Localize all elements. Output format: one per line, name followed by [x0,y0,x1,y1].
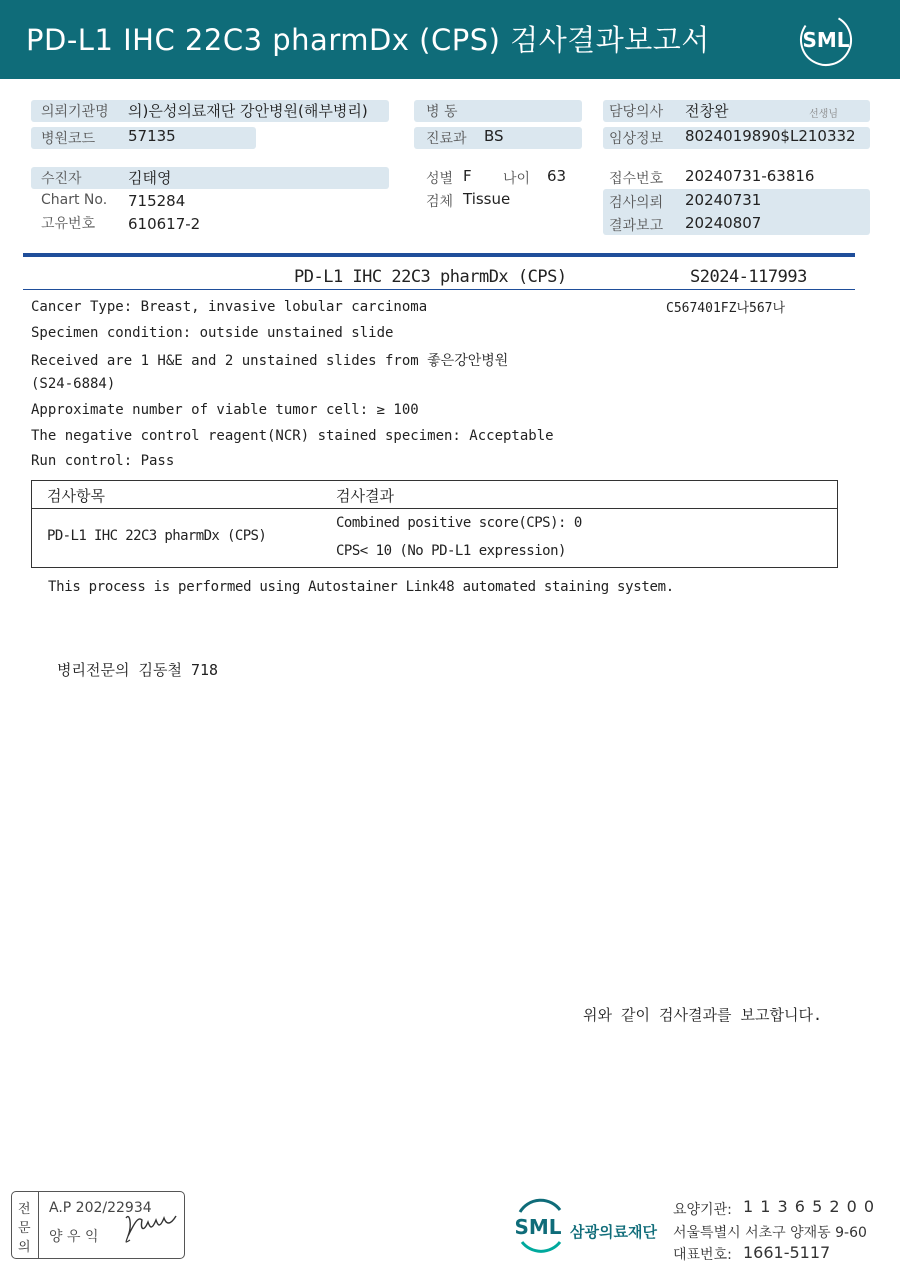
institution-value: 의)은성의료재단 강안병원(해부병리) [128,102,368,120]
title-underline [23,289,855,290]
report-sub-code: C567401FZ나567나 [666,301,786,316]
report-line: Specimen condition: outside unstained slide [31,325,394,341]
unique-no-value: 610617-2 [128,215,201,233]
hospital-code-value: 57135 [128,127,176,145]
org-address: 서울특별시 서초구 양재동 9-60 [673,1225,867,1241]
table-header-divider [32,508,837,509]
chart-no-label: Chart No. [41,192,108,208]
request-date-label: 검사의뢰 [609,195,664,211]
stamp-char: 의 [18,1240,31,1255]
report-test-title: PD-L1 IHC 22C3 pharmDx (CPS) [294,267,567,287]
patient-pill [31,167,389,189]
closing-statement: 위와 같이 검사결과를 보고합니다. [583,1006,822,1024]
doctor-suffix: 선생님 [809,109,838,120]
department-value: BS [484,127,504,145]
age-label: 나이 [503,171,531,187]
sml-org-logo-icon [510,1198,570,1254]
receipt-no-value: 20240731-63816 [685,167,815,185]
institution-label: 의뢰기관명 [41,104,109,120]
phone-label: 대표번호: [673,1247,732,1263]
report-date-label: 결과보고 [609,218,664,234]
report-line: (S24-6884) [31,376,116,392]
patient-label: 수진자 [41,171,82,187]
care-code-label: 요양기관: [673,1202,732,1218]
table-item: PD-L1 IHC 22C3 pharmDx (CPS) [47,528,267,544]
report-title: PD-L1 IHC 22C3 pharmDx (CPS) 검사결과보고서 [26,23,710,57]
svg-text:SML: SML [802,28,850,52]
stamp-name: 양 우 익 [49,1229,99,1245]
report-line: Received are 1 H&E and 2 unstained slides from 좋은강안병원 [31,353,509,369]
hospital-code-label: 병원코드 [41,131,96,147]
report-line: Approximate number of viable tumor cell: ≥ 100 [31,402,419,418]
clinical-info-label: 임상정보 [609,131,664,147]
table-header-item: 검사항목 [47,487,105,505]
stamp-license: A.P 202/22934 [49,1200,152,1216]
table-result-interpretation: CPS< 10 (No PD-L1 expression) [336,543,566,559]
age-value: 63 [547,167,567,185]
phone-number: 1661-5117 [743,1243,831,1262]
chart-no-value: 715284 [128,192,186,210]
receipt-no-label: 접수번호 [609,171,664,187]
sex-value: F [463,167,472,185]
svg-text:SML: SML [514,1215,562,1239]
unique-no-label: 고유번호 [41,216,96,232]
ward-label: 병 동 [426,104,458,120]
stamp-char: 전 [18,1202,31,1217]
sex-label: 성별 [426,171,454,187]
pathologist-signature-line: 병리전문의 김동철 718 [57,661,219,679]
section-divider [23,253,855,257]
clinical-info-value: 8024019890$L210332 [685,127,856,145]
stamp-char: 문 [18,1221,31,1236]
result-table [31,480,838,568]
report-line: The negative control reagent(NCR) stained specimen: Acceptable [31,428,554,444]
doctor-value: 전창완 [685,102,729,120]
specimen-value: Tissue [463,190,511,208]
department-label: 진료과 [426,131,467,147]
report-line: Run control: Pass [31,453,175,469]
process-note: This process is performed using Autostainer Link48 automated staining system. [48,579,674,595]
sml-logo-icon [797,12,855,68]
signature-icon [122,1206,182,1248]
report-number: S2024-117993 [690,267,807,287]
request-date-value: 20240731 [685,191,762,209]
report-date-value: 20240807 [685,214,762,232]
care-code: 1 1 3 6 5 2 0 0 [743,1197,876,1216]
org-name: 삼광의료재단 [570,1223,657,1241]
specialist-stamp [11,1191,185,1259]
report-header [0,0,900,79]
stamp-label-column [12,1192,39,1258]
table-header-result: 검사결과 [336,487,394,505]
specimen-label: 검체 [426,194,454,210]
table-result-score: Combined positive score(CPS): 0 [336,515,582,531]
patient-value: 김태영 [128,169,172,187]
doctor-label: 담당의사 [609,104,664,120]
report-line: Cancer Type: Breast, invasive lobular carcinoma [31,299,428,315]
